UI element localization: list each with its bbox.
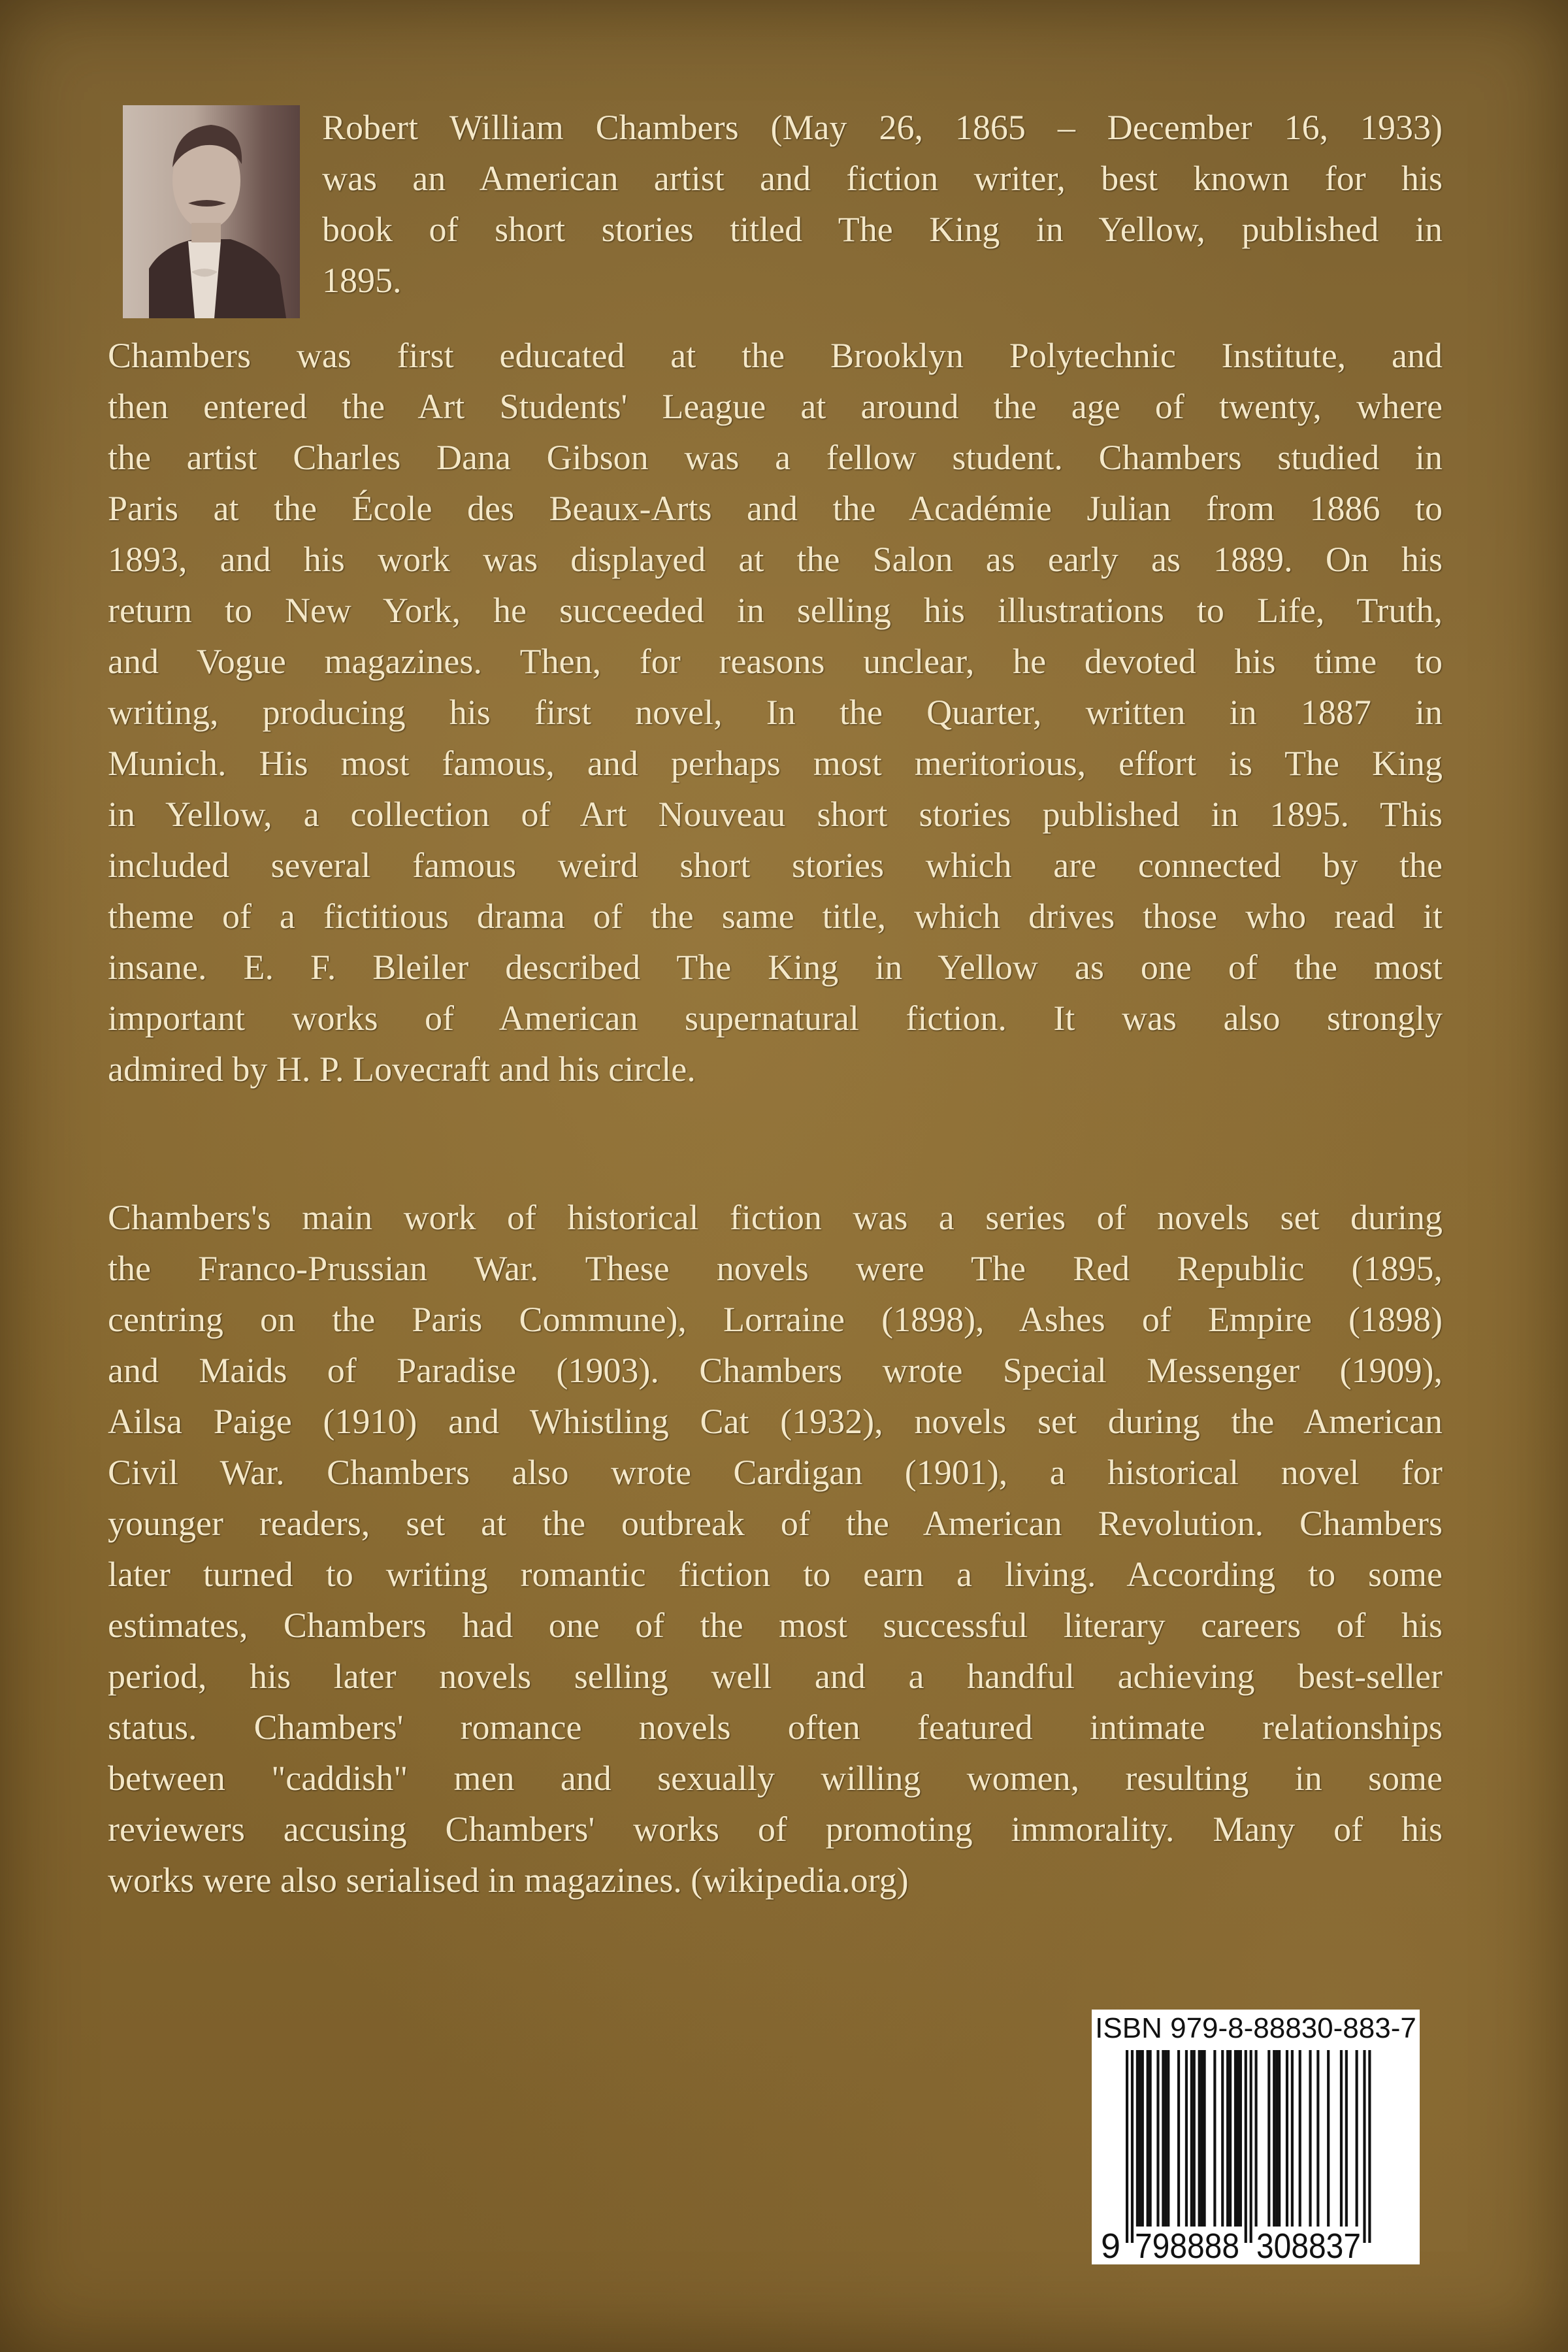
- text-line: Robert William Chambers (May 26, 1865 – December 16, 1933): [322, 108, 1443, 147]
- barcode-digit-group: 308837: [1256, 2227, 1361, 2264]
- text-line: younger readers, set at the outbreak of the American Revolution. Chambers: [108, 1504, 1443, 1543]
- text-line: then entered the Art Students' League at around the age of twenty, where: [108, 387, 1443, 426]
- text-line: reviewers accusing Chambers' works of promoting immorality. Many of his: [108, 1810, 1443, 1849]
- text-line: Chambers was first educated at the Brooklyn Polytechnic Institute, and: [108, 336, 1443, 375]
- text-line: centring on the Paris Commune), Lorraine (1898), Ashes of Empire (1898): [108, 1300, 1443, 1339]
- biography-paragraph: [108, 330, 1443, 1095]
- barcode-digit-group: 798888: [1135, 2227, 1239, 2264]
- text-line: and Vogue magazines. Then, for reasons unclear, he devoted his time to: [108, 642, 1443, 681]
- text-line: book of short stories titled The King in Yellow, published in: [322, 210, 1443, 249]
- text-line: period, his later novels selling well and a handful achieving best-seller: [108, 1657, 1443, 1696]
- text-line: return to New York, he succeeded in selling his illustrations to Life, Truth,: [108, 591, 1443, 630]
- text-line: the Franco-Prussian War. These novels were The Red Republic (1895,: [108, 1249, 1443, 1288]
- text-line: estimates, Chambers had one of the most successful literary careers of his: [108, 1606, 1443, 1645]
- text-line: status. Chambers' romance novels often featured intimate relationships: [108, 1708, 1443, 1747]
- author-portrait: [123, 105, 300, 318]
- text-line: insane. E. F. Bleiler described The King in Yellow as one of the most: [108, 948, 1443, 987]
- text-line: included several famous weird short stories which are connected by the: [108, 846, 1443, 885]
- text-line: and Maids of Paradise (1903). Chambers wrote Special Messenger (1909),: [108, 1351, 1443, 1390]
- text-line: Munich. His most famous, and perhaps most meritorious, effort is The King: [108, 744, 1443, 783]
- isbn-barcode: [1092, 2010, 1420, 2264]
- text-line: later turned to writing romantic fiction to earn a living. According to some: [108, 1555, 1443, 1594]
- text-line: Paris at the École des Beaux-Arts and the Académie Julian from 1886 to: [108, 489, 1443, 528]
- text-line: Chambers's main work of historical fiction was a series of novels set during: [108, 1198, 1443, 1237]
- text-line: important works of American supernatural fiction. It was also strongly: [108, 999, 1443, 1038]
- barcode-digits: [1092, 2010, 1420, 2264]
- text-line: writing, producing his first novel, In the Quarter, written in 1887 in: [108, 693, 1443, 732]
- text-line: the artist Charles Dana Gibson was a fellow student. Chambers studied in: [108, 438, 1443, 477]
- portrait-image: [123, 105, 300, 318]
- text-line: between "caddish" men and sexually willing women, resulting in some: [108, 1759, 1443, 1798]
- text-line: 1895.: [322, 261, 402, 300]
- text-line: theme of a fictitious drama of the same title, which drives those who read it: [108, 897, 1443, 936]
- isbn-label: ISBN 979-8-88830-883-7: [1095, 2012, 1416, 2044]
- historical-fiction-paragraph: [108, 1192, 1443, 1906]
- text-line: 1893, and his work was displayed at the Salon as early as 1889. On his: [108, 540, 1443, 579]
- intro-paragraph: [322, 102, 1443, 306]
- text-line: in Yellow, a collection of Art Nouveau short stories published in 1895. This: [108, 795, 1443, 834]
- text-line: was an American artist and fiction writer, best known for his: [322, 159, 1443, 198]
- text-line: admired by H. P. Lovecraft and his circle.: [108, 1050, 696, 1089]
- text-line: Civil War. Chambers also wrote Cardigan (1901), a historical novel for: [108, 1453, 1443, 1492]
- text-line: works were also serialised in magazines. (wikipedia.org): [108, 1861, 909, 1900]
- text-line: Ailsa Paige (1910) and Whistling Cat (1932), novels set during the American: [108, 1402, 1443, 1441]
- barcode-digit-group: 9: [1101, 2227, 1121, 2264]
